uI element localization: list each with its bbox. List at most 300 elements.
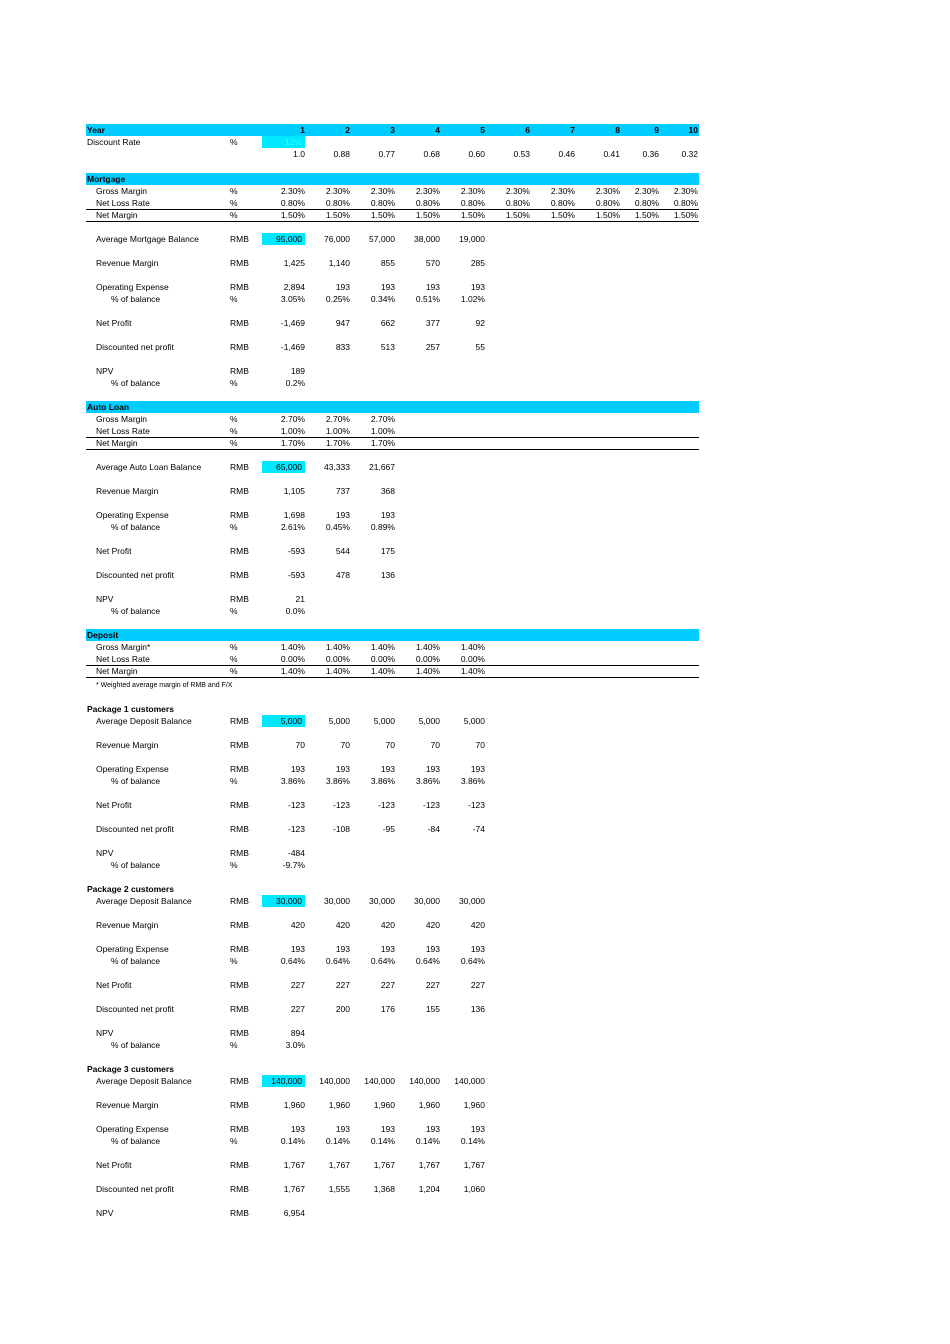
mortgage-margin-row-1-y5: 0.80% (460, 198, 485, 208)
package-1-balance-row (86, 715, 699, 727)
package-3-npv-row-label: NPV (96, 1208, 114, 1218)
package-3-discounted-row-label: Discounted net profit (96, 1184, 174, 1194)
deposit-margin-row-1-y5: 0.00% (460, 654, 485, 664)
package-1-npv-row-unit: RMB (230, 848, 249, 858)
auto-margin-row-1-label: Net Loss Rate (96, 426, 150, 436)
package-1-discounted-row-y1: -123 (287, 824, 305, 834)
auto-margin-row-0-y1: 2.70% (280, 414, 305, 424)
package-2-discounted-row-label: Discounted net profit (96, 1004, 174, 1014)
package-3-opex-pct-row (86, 1135, 699, 1147)
mortgage-npv-pct-row-y1: 0.2% (285, 378, 305, 388)
mortgage-npv-row-y1: 189 (290, 366, 305, 376)
package-1-npv-row (86, 847, 699, 859)
package-1-net-profit-row-y4: -123 (422, 800, 440, 810)
package-3-net-profit-row-y5: 1,767 (463, 1160, 485, 1170)
package-1-revenue-row-y5: 70 (475, 740, 485, 750)
auto-loan-opex-row-y2: 193 (335, 510, 350, 520)
auto-margin-row-2-label: Net Margin (96, 438, 138, 448)
package-2-revenue-row-y5: 420 (470, 920, 485, 930)
mortgage-margin-row-2-y9: 1.50% (634, 210, 659, 220)
package-2-npv-row-y1: 894 (290, 1028, 305, 1038)
package-1-balance-row-unit: RMB (230, 716, 249, 726)
auto-loan-discounted-row-y3: 136 (380, 570, 395, 580)
package-1-npv-row-label: NPV (96, 848, 114, 858)
mortgage-section-title: Mortgage (87, 174, 126, 184)
package-1-opex-row-y1: 193 (290, 764, 305, 774)
mortgage-margin-row-0-y8: 2.30% (595, 186, 620, 196)
package-2-revenue-row (86, 919, 699, 931)
auto-loan-balance-row-y1[interactable]: 65,000 (262, 461, 305, 473)
deposit-margin-row-2-unit: % (230, 666, 238, 676)
mortgage-balance-row-y3: 57,000 (369, 234, 395, 244)
auto-margin-row-2-y1: 1.70% (280, 438, 305, 448)
package-2-balance-row-y5: 30,000 (459, 896, 485, 906)
package-2-title: Package 2 customers (87, 884, 174, 894)
mortgage-balance-row-y4: 38,000 (414, 234, 440, 244)
package-2-balance-row-y3: 30,000 (369, 896, 395, 906)
package-3-opex-row-label: Operating Expense (96, 1124, 169, 1134)
auto-loan-npv-pct-row-y1: 0.0% (285, 606, 305, 616)
package-1-opex-pct-row (86, 775, 699, 787)
auto-loan-balance-row (86, 461, 699, 473)
auto-loan-opex-pct-row-y3: 0.89% (370, 522, 395, 532)
package-3-discounted-row (86, 1183, 699, 1195)
auto-loan-net-profit-row (86, 545, 699, 557)
package-3-opex-row-y1: 193 (290, 1124, 305, 1134)
auto-margin-row-2-y3: 1.70% (370, 438, 395, 448)
package-2-opex-pct-row-y5: 0.64% (460, 956, 485, 966)
package-1-net-profit-row (86, 799, 699, 811)
package-3-opex-pct-row-unit: % (230, 1136, 238, 1146)
package-1-balance-row-y1[interactable]: 5,000 (262, 715, 305, 727)
package-2-opex-pct-row-y4: 0.64% (415, 956, 440, 966)
package-2-revenue-row-label: Revenue Margin (96, 920, 159, 930)
package-2-discounted-row-y5: 136 (470, 1004, 485, 1014)
package-3-balance-row-y2: 140,000 (319, 1076, 350, 1086)
package-1-net-profit-row-y3: -123 (377, 800, 395, 810)
mortgage-margin-row-1-y3: 0.80% (370, 198, 395, 208)
mortgage-npv-pct-row-label: % of balance (111, 378, 161, 388)
auto-margin-row-1-y3: 1.00% (370, 426, 395, 436)
package-2-opex-row-y1: 193 (290, 944, 305, 954)
mortgage-revenue-row-y5: 285 (470, 258, 485, 268)
mortgage-margin-row-2-unit: % (230, 210, 238, 220)
package-2-discounted-row-y3: 176 (380, 1004, 395, 1014)
package-1-revenue-row (86, 739, 699, 751)
discount-factor-y5: 0.60 (468, 149, 485, 159)
mortgage-discounted-row (86, 341, 699, 353)
package-3-npv-row-unit: RMB (230, 1208, 249, 1218)
discount-factor-y4: 0.68 (423, 149, 440, 159)
package-2-npv-pct-row-unit: % (230, 1040, 238, 1050)
mortgage-opex-pct-row-unit: % (230, 294, 238, 304)
package-3-discounted-row-y3: 1,368 (373, 1184, 395, 1194)
package-1-opex-pct-row-unit: % (230, 776, 238, 786)
package-2-revenue-row-y3: 420 (380, 920, 395, 930)
package-2-opex-pct-row-unit: % (230, 956, 238, 966)
package-1-npv-pct-row (86, 859, 699, 871)
deposit-margin-row-0-y1: 1.40% (280, 642, 305, 652)
package-1-net-profit-row-y1: -123 (287, 800, 305, 810)
mortgage-margin-row-1-y1: 0.80% (280, 198, 305, 208)
auto-loan-revenue-row (86, 485, 699, 497)
year-header-y9: 9 (654, 125, 659, 135)
mortgage-npv-pct-row-unit: % (230, 378, 238, 388)
discount-factor-y9: 0.36 (642, 149, 659, 159)
mortgage-margin-row-0-y4: 2.30% (415, 186, 440, 196)
auto-loan-net-profit-row-y1: -593 (287, 546, 305, 556)
package-2-opex-pct-row-y1: 0.64% (280, 956, 305, 966)
package-1-discounted-row-y3: -95 (382, 824, 395, 834)
package-2-net-profit-row-y5: 227 (470, 980, 485, 990)
package-1-title: Package 1 customers (87, 704, 174, 714)
mortgage-opex-row-y2: 193 (335, 282, 350, 292)
package-1-discounted-row-y4: -84 (427, 824, 440, 834)
auto-margin-row-0-unit: % (230, 414, 238, 424)
discount-factor-y8: 0.41 (603, 149, 620, 159)
mortgage-opex-row-y1: 2,894 (283, 282, 305, 292)
package-1-balance-row-label: Average Deposit Balance (96, 716, 192, 726)
deposit-section-title: Deposit (87, 630, 119, 640)
auto-loan-discounted-row (86, 569, 699, 581)
mortgage-margin-row-0-unit: % (230, 186, 238, 196)
year-header-y4: 4 (435, 125, 440, 135)
mortgage-net-profit-row-y1: -1,469 (280, 318, 305, 328)
deposit-margin-row-0-y3: 1.40% (370, 642, 395, 652)
package-1-npv-pct-row-unit: % (230, 860, 238, 870)
package-3-opex-pct-row-y2: 0.14% (325, 1136, 350, 1146)
package-3-opex-pct-row-label: % of balance (111, 1136, 161, 1146)
package-2-balance-row-y2: 30,000 (324, 896, 350, 906)
mortgage-discounted-row-y3: 513 (380, 342, 395, 352)
package-2-net-profit-row-y1: 227 (290, 980, 305, 990)
mortgage-opex-pct-row-label: % of balance (111, 294, 161, 304)
package-1-revenue-row-unit: RMB (230, 740, 249, 750)
deposit-margin-row-0-label: Gross Margin* (96, 642, 151, 652)
discount-factor-y1: 1.0 (293, 149, 305, 159)
auto-margin-row-1-unit: % (230, 426, 238, 436)
deposit-margin-row-1-y1: 0.00% (280, 654, 305, 664)
package-1-balance-row-y5: 5,000 (463, 716, 485, 726)
package-1-discounted-row (86, 823, 699, 835)
package-1-opex-row-y4: 193 (425, 764, 440, 774)
mortgage-margin-row-1-label: Net Loss Rate (96, 198, 150, 208)
package-3-net-profit-row-label: Net Profit (96, 1160, 132, 1170)
package-2-opex-row-y5: 193 (470, 944, 485, 954)
discount-factor-y7: 0.46 (558, 149, 575, 159)
package-2-discounted-row-y1: 227 (290, 1004, 305, 1014)
package-2-opex-row-label: Operating Expense (96, 944, 169, 954)
auto-loan-revenue-row-y1: 1,105 (283, 486, 305, 496)
package-1-discounted-row-unit: RMB (230, 824, 249, 834)
mortgage-opex-pct-row-y3: 0.34% (370, 294, 395, 304)
package-1-opex-pct-row-y4: 3.86% (415, 776, 440, 786)
deposit-margin-row-2-y3: 1.40% (370, 666, 395, 676)
deposit-margin-row-2-y4: 1.40% (415, 666, 440, 676)
package-2-revenue-row-y1: 420 (290, 920, 305, 930)
mortgage-margin-row-2-label: Net Margin (96, 210, 138, 220)
mortgage-margin-row-2-y1: 1.50% (280, 210, 305, 220)
package-3-balance-row-label: Average Deposit Balance (96, 1076, 192, 1086)
auto-loan-revenue-row-label: Revenue Margin (96, 486, 159, 496)
package-2-opex-row-unit: RMB (230, 944, 249, 954)
mortgage-margin-row-1-y2: 0.80% (325, 198, 350, 208)
auto-margin-row-2 (86, 437, 699, 450)
deposit-margin-row-2-y1: 1.40% (280, 666, 305, 676)
mortgage-npv-row-unit: RMB (230, 366, 249, 376)
package-3-net-profit-row-y1: 1,767 (283, 1160, 305, 1170)
deposit-margin-row-1-y2: 0.00% (325, 654, 350, 664)
package-2-opex-row (86, 943, 699, 955)
package-1-opex-pct-row-y3: 3.86% (370, 776, 395, 786)
package-1-opex-pct-row-y1: 3.86% (280, 776, 305, 786)
package-2-opex-row-y4: 193 (425, 944, 440, 954)
auto-loan-balance-row-y3: 21,667 (369, 462, 395, 472)
package-3-discounted-row-y2: 1,555 (328, 1184, 350, 1194)
auto-loan-discounted-row-label: Discounted net profit (96, 570, 174, 580)
mortgage-npv-pct-row (86, 377, 699, 389)
mortgage-revenue-row-y3: 855 (380, 258, 395, 268)
package-3-revenue-row-label: Revenue Margin (96, 1100, 159, 1110)
auto-margin-row-0-y3: 2.70% (370, 414, 395, 424)
package-3-opex-row-y5: 193 (470, 1124, 485, 1134)
package-3-balance-row-y3: 140,000 (364, 1076, 395, 1086)
discount-rate-row (86, 136, 699, 148)
package-3-opex-row-unit: RMB (230, 1124, 249, 1134)
package-2-opex-row-y3: 193 (380, 944, 395, 954)
mortgage-revenue-row-y1: 1,425 (283, 258, 305, 268)
package-1-discounted-row-y5: -74 (472, 824, 485, 834)
deposit-margin-row-2 (86, 665, 699, 678)
mortgage-margin-row-2-y10: 1.50% (673, 210, 698, 220)
mortgage-margin-row-0-label: Gross Margin (96, 186, 148, 196)
discount-factor-y10: 0.32 (681, 149, 698, 159)
deposit-margin-row-1-y3: 0.00% (370, 654, 395, 664)
year-header-y8: 8 (615, 125, 620, 135)
mortgage-balance-row (86, 233, 699, 245)
package-3-discounted-row-unit: RMB (230, 1184, 249, 1194)
package-2-balance-row-y1[interactable]: 30,000 (262, 895, 305, 907)
mortgage-margin-row-0-y7: 2.30% (550, 186, 575, 196)
package-2-balance-row-label: Average Deposit Balance (96, 896, 192, 906)
auto-loan-npv-pct-row-unit: % (230, 606, 238, 616)
package-2-opex-pct-row-y2: 0.64% (325, 956, 350, 966)
mortgage-discounted-row-y1: -1,469 (280, 342, 305, 352)
mortgage-margin-row-1-y8: 0.80% (595, 198, 620, 208)
package-3-balance-row-y1[interactable]: 140,000 (262, 1075, 305, 1087)
auto-loan-opex-row-y1: 1,698 (283, 510, 305, 520)
package-3-revenue-row-y1: 1,960 (283, 1100, 305, 1110)
mortgage-discounted-row-y5: 55 (475, 342, 485, 352)
package-1-opex-row-y3: 193 (380, 764, 395, 774)
package-2-balance-row (86, 895, 699, 907)
package-2-net-profit-row-y3: 227 (380, 980, 395, 990)
package-1-title-row (86, 703, 699, 715)
deposit-margin-row-2-y2: 1.40% (325, 666, 350, 676)
mortgage-net-profit-row-label: Net Profit (96, 318, 132, 328)
package-3-balance-row-y4: 140,000 (409, 1076, 440, 1086)
package-1-npv-pct-row-y1: -9.7% (282, 860, 305, 870)
auto-margin-row-1-y2: 1.00% (325, 426, 350, 436)
mortgage-opex-row (86, 281, 699, 293)
package-3-title: Package 3 customers (87, 1064, 174, 1074)
package-2-net-profit-row (86, 979, 699, 991)
package-2-net-profit-row-label: Net Profit (96, 980, 132, 990)
package-3-discounted-row-y5: 1,060 (463, 1184, 485, 1194)
mortgage-opex-row-y5: 193 (470, 282, 485, 292)
mortgage-opex-row-unit: RMB (230, 282, 249, 292)
package-2-npv-row (86, 1027, 699, 1039)
auto-loan-discounted-row-y2: 478 (335, 570, 350, 580)
year-header-y3: 3 (390, 125, 395, 135)
package-3-opex-row-y4: 193 (425, 1124, 440, 1134)
mortgage-npv-row-label: NPV (96, 366, 114, 376)
auto-loan-npv-row-label: NPV (96, 594, 114, 604)
mortgage-margin-row-1-unit: % (230, 198, 238, 208)
auto-loan-npv-row-unit: RMB (230, 594, 249, 604)
mortgage-opex-pct-row-y4: 0.51% (415, 294, 440, 304)
mortgage-section-header (86, 173, 699, 185)
deposit-note-row (86, 680, 699, 692)
package-1-opex-row (86, 763, 699, 775)
package-1-opex-row-y5: 193 (470, 764, 485, 774)
mortgage-revenue-row-unit: RMB (230, 258, 249, 268)
mortgage-margin-row-0-y3: 2.30% (370, 186, 395, 196)
auto-loan-npv-row-y1: 21 (295, 594, 305, 604)
package-1-opex-row-label: Operating Expense (96, 764, 169, 774)
discount-rate-label: Discount Rate (87, 137, 141, 147)
discount-factor-y6: 0.53 (513, 149, 530, 159)
year-header-y10: 10 (688, 125, 698, 135)
package-2-opex-pct-row-label: % of balance (111, 956, 161, 966)
auto-loan-opex-pct-row-label: % of balance (111, 522, 161, 532)
discount-factor-y3: 0.77 (378, 149, 395, 159)
auto-loan-revenue-row-unit: RMB (230, 486, 249, 496)
package-2-revenue-row-y2: 420 (335, 920, 350, 930)
package-3-discounted-row-y1: 1,767 (283, 1184, 305, 1194)
mortgage-margin-row-2-y2: 1.50% (325, 210, 350, 220)
package-3-discounted-row-y4: 1,204 (418, 1184, 440, 1194)
package-3-opex-pct-row-y3: 0.14% (370, 1136, 395, 1146)
package-3-net-profit-row-y3: 1,767 (373, 1160, 395, 1170)
auto-loan-balance-row-y2: 43,333 (324, 462, 350, 472)
year-header-row (86, 124, 699, 136)
mortgage-margin-row-0 (86, 185, 699, 197)
package-2-balance-row-unit: RMB (230, 896, 249, 906)
auto-loan-balance-row-unit: RMB (230, 462, 249, 472)
auto-section-header (86, 401, 699, 413)
deposit-margin-row-0-y2: 1.40% (325, 642, 350, 652)
auto-section-title: Auto Loan (87, 402, 130, 412)
package-3-title-row (86, 1063, 699, 1075)
auto-loan-opex-pct-row-unit: % (230, 522, 238, 532)
mortgage-balance-row-y1[interactable]: 95,000 (262, 233, 305, 245)
mortgage-balance-row-y5: 19,000 (459, 234, 485, 244)
package-3-net-profit-row-y2: 1,767 (328, 1160, 350, 1170)
mortgage-margin-row-0-y2: 2.30% (325, 186, 350, 196)
mortgage-opex-row-y3: 193 (380, 282, 395, 292)
package-2-opex-pct-row-y3: 0.64% (370, 956, 395, 966)
package-3-revenue-row (86, 1099, 699, 1111)
package-2-opex-row-y2: 193 (335, 944, 350, 954)
package-1-revenue-row-y3: 70 (385, 740, 395, 750)
package-1-npv-row-y1: -484 (287, 848, 305, 858)
auto-loan-revenue-row-y2: 737 (335, 486, 350, 496)
mortgage-discounted-row-y2: 833 (335, 342, 350, 352)
package-1-discounted-row-y2: -108 (332, 824, 350, 834)
auto-loan-opex-pct-row (86, 521, 699, 533)
package-2-net-profit-row-y2: 227 (335, 980, 350, 990)
package-3-net-profit-row-y4: 1,767 (418, 1160, 440, 1170)
deposit-margin-row-1-y4: 0.00% (415, 654, 440, 664)
package-2-npv-row-label: NPV (96, 1028, 114, 1038)
mortgage-opex-pct-row (86, 293, 699, 305)
auto-loan-discounted-row-unit: RMB (230, 570, 249, 580)
package-2-balance-row-y4: 30,000 (414, 896, 440, 906)
package-2-discounted-row-unit: RMB (230, 1004, 249, 1014)
package-1-opex-row-unit: RMB (230, 764, 249, 774)
mortgage-margin-row-1-y7: 0.80% (550, 198, 575, 208)
package-2-discounted-row-y2: 200 (335, 1004, 350, 1014)
deposit-margin-row-0-y5: 1.40% (460, 642, 485, 652)
package-1-balance-row-y2: 5,000 (328, 716, 350, 726)
package-2-title-row (86, 883, 699, 895)
package-3-balance-row-unit: RMB (230, 1076, 249, 1086)
auto-loan-revenue-row-y3: 368 (380, 486, 395, 496)
auto-margin-row-0 (86, 413, 699, 425)
package-3-revenue-row-y4: 1,960 (418, 1100, 440, 1110)
auto-loan-discounted-row-y1: -593 (287, 570, 305, 580)
auto-loan-opex-row (86, 509, 699, 521)
auto-margin-row-0-label: Gross Margin (96, 414, 148, 424)
package-1-net-profit-row-unit: RMB (230, 800, 249, 810)
mortgage-margin-row-2-y4: 1.50% (415, 210, 440, 220)
mortgage-margin-row-0-y10: 2.30% (673, 186, 698, 196)
package-3-opex-row (86, 1123, 699, 1135)
mortgage-balance-row-unit: RMB (230, 234, 249, 244)
package-2-discounted-row-y4: 155 (425, 1004, 440, 1014)
mortgage-margin-row-1-y10: 0.80% (673, 198, 698, 208)
deposit-margin-row-0 (86, 641, 699, 653)
package-3-opex-pct-row-y5: 0.14% (460, 1136, 485, 1146)
package-1-opex-pct-row-y5: 3.86% (460, 776, 485, 786)
mortgage-net-profit-row-y2: 947 (335, 318, 350, 328)
package-2-npv-pct-row-label: % of balance (111, 1040, 161, 1050)
mortgage-balance-row-label: Average Mortgage Balance (96, 234, 199, 244)
mortgage-opex-pct-row-y2: 0.25% (325, 294, 350, 304)
deposit-section-header (86, 629, 699, 641)
auto-margin-row-1-y1: 1.00% (280, 426, 305, 436)
mortgage-net-profit-row-unit: RMB (230, 318, 249, 328)
deposit-footnote: * Weighted average margin of RMB and F/X (96, 682, 233, 689)
mortgage-revenue-row-y2: 1,140 (328, 258, 350, 268)
auto-margin-row-2-unit: % (230, 438, 238, 448)
package-1-balance-row-y4: 5,000 (418, 716, 440, 726)
deposit-margin-row-1-label: Net Loss Rate (96, 654, 150, 664)
discount-rate-input[interactable]: 12% (262, 136, 305, 148)
auto-loan-net-profit-row-y2: 544 (335, 546, 350, 556)
deposit-margin-row-0-unit: % (230, 642, 238, 652)
package-1-opex-pct-row-label: % of balance (111, 776, 161, 786)
package-3-opex-pct-row-y1: 0.14% (280, 1136, 305, 1146)
package-1-revenue-row-y4: 70 (430, 740, 440, 750)
package-2-npv-pct-row-y1: 3.0% (285, 1040, 305, 1050)
deposit-margin-row-2-y5: 1.40% (460, 666, 485, 676)
mortgage-margin-row-0-y6: 2.30% (505, 186, 530, 196)
mortgage-discounted-row-unit: RMB (230, 342, 249, 352)
auto-loan-opex-pct-row-y1: 2.61% (280, 522, 305, 532)
mortgage-margin-row-0-y5: 2.30% (460, 186, 485, 196)
